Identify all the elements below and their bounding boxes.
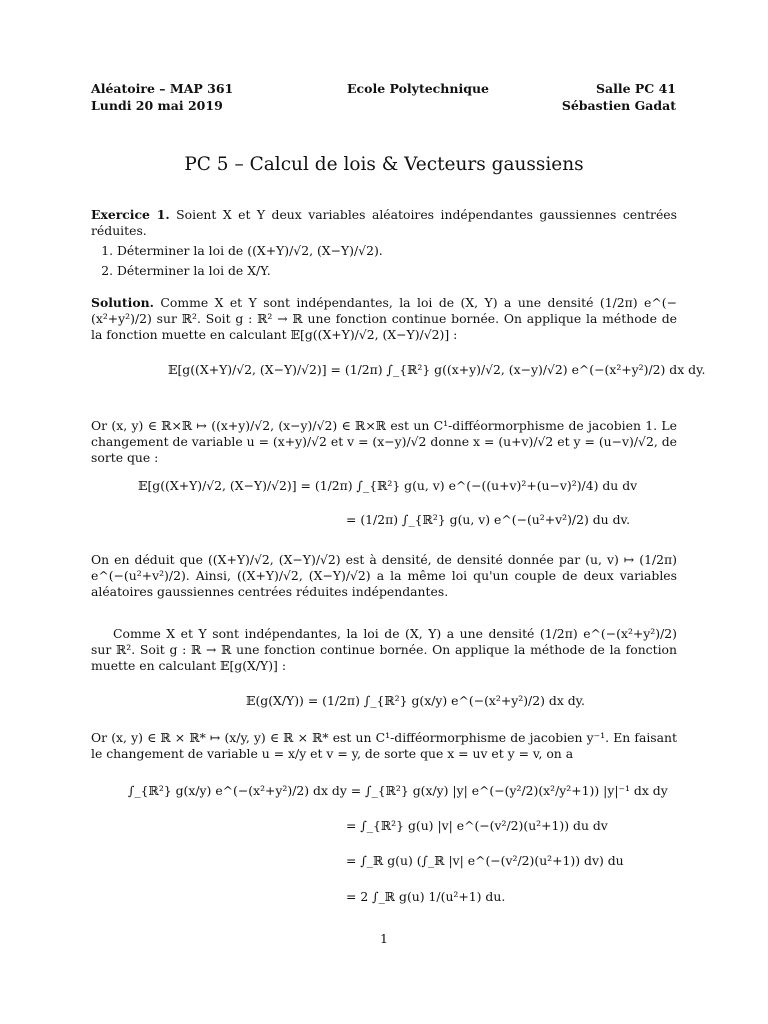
- equation-4-line-4: [346, 889, 505, 904]
- question-2: 2. Déterminer la loi de X/Y.: [117, 263, 677, 279]
- equation-2-line-2: [346, 512, 630, 527]
- header-center: [347, 80, 489, 97]
- equation-2-line-1: [138, 478, 637, 493]
- equation-4-line-2: [346, 818, 608, 833]
- solution-p1-text: Comme X et Y sont indépendantes, la loi de (X, Y) a une densité (1/2π) e^(−(x²+y²)/2) sur ℝ². Soit g : ℝ² → ℝ une fonction continue bornée. On applique la méthode de la fonction muette en calculant 𝔼[g((X+Y)/√2, (X−Y)/√2)] :: [91, 295, 677, 342]
- exercise-block: [91, 207, 677, 283]
- solution-paragraph-2: Or (x, y) ∈ ℝ×ℝ ↦ ((x+y)/√2, (x−y)/√2) ∈ ℝ×ℝ est un C¹-difféormorphisme de jacobien 1. Le changement de variable u = (x+y)/√2 et v = (x−y)/√2 donne x = (u+v)/√2 et y = (u−v)/√2, de sorte que :: [91, 418, 677, 465]
- solution-paragraph-4: Comme X et Y sont indépendantes, la loi de (X, Y) a une densité (1/2π) e^(−(x²+y²)/2) sur ℝ². Soit g : ℝ → ℝ une fonction continue bornée. On applique la méthode de la fonction muette en calculant 𝔼[g(X/Y)] :: [91, 626, 677, 673]
- equation-4-line-3: [346, 853, 624, 868]
- equation-2-line-2-text: = (1/2π) ∫_{ℝ²} g(u, v) e^(−(u²+v²)/2) du dv.: [346, 512, 631, 527]
- header-school: Ecole Polytechnique: [347, 81, 489, 96]
- exercise-label: Exercice 1.: [91, 207, 170, 222]
- equation-2-line-1-text: 𝔼[g((X+Y)/√2, (X−Y)/√2)] = (1/2π) ∫_{ℝ²} g(u, v) e^(−((u+v)²+(u−v)²)/4) du dv: [138, 478, 638, 493]
- solution-paragraph-1: [91, 295, 677, 343]
- solution-label: Solution.: [91, 295, 154, 310]
- solution-paragraph-3: On en déduit que ((X+Y)/√2, (X−Y)/√2) est à densité, de densité donnée par (u, v) ↦ (1/2π) e^(−(u²+v²)/2). Ainsi, ((X+Y)/√2, (X−Y)/√2) a la même loi qu'un couple de deux variables aléatoires gaussiennes centrées réduites indépendantes.: [91, 552, 677, 599]
- header-right: [562, 80, 676, 114]
- header-left: [91, 80, 233, 114]
- header-room: Salle PC 41: [595, 81, 676, 96]
- question-1-expr: ((X+Y)/√2, (X−Y)/√2).: [247, 243, 383, 258]
- question-1-text: Déterminer la loi de: [117, 243, 244, 258]
- solution-paragraph-5: Or (x, y) ∈ ℝ × ℝ* ↦ (x/y, y) ∈ ℝ × ℝ* est un C¹-difféormorphisme de jacobien y⁻¹. En faisant le changement de variable u = x/y et v = y, de sorte que x = uv et y = v, on a: [91, 730, 677, 761]
- exercise-statement: Soient X et Y deux variables aléatoires indépendantes gaussiennes centrées réduites.: [91, 207, 677, 238]
- equation-3: [246, 693, 585, 708]
- page-number: 1: [380, 931, 388, 946]
- equation-4-line-1-text: ∫_{ℝ²} g(x/y) e^(−(x²+y²)/2) dx dy = ∫_{ℝ²} g(x/y) |y| e^(−(y²/2)(x²/y²+1)) |y|⁻¹ dx dy: [128, 783, 668, 798]
- question-1: [117, 243, 677, 259]
- equation-4-line-3-text: = ∫_ℝ g(u) (∫_ℝ |v| e^(−(v²/2)(u²+1)) dv) du: [346, 853, 624, 868]
- header-date: Lundi 20 mai 2019: [91, 98, 223, 113]
- equation-3-text: 𝔼(g(X/Y)) = (1/2π) ∫_{ℝ²} g(x/y) e^(−(x²+y²)/2) dx dy.: [246, 693, 585, 708]
- page-title: PC 5 – Calcul de lois & Vecteurs gaussiens: [184, 154, 584, 175]
- equation-4-line-4-text: = 2 ∫_ℝ g(u) 1/(u²+1) du.: [346, 889, 506, 904]
- equation-1-text: 𝔼[g((X+Y)/√2, (X−Y)/√2)] = (1/2π) ∫_{ℝ²} g((x+y)/√2, (x−y)/√2) e^(−(x²+y²)/2) dx dy.: [168, 362, 706, 377]
- equation-4-line-2-text: = ∫_{ℝ²} g(u) |v| e^(−(v²/2)(u²+1)) du dv: [346, 818, 608, 833]
- header-author: Sébastien Gadat: [561, 98, 676, 113]
- header-course: Aléatoire – MAP 361: [91, 81, 234, 96]
- exercise-questions: [91, 243, 677, 279]
- equation-1: [168, 362, 705, 377]
- equation-4-line-1: [128, 783, 668, 798]
